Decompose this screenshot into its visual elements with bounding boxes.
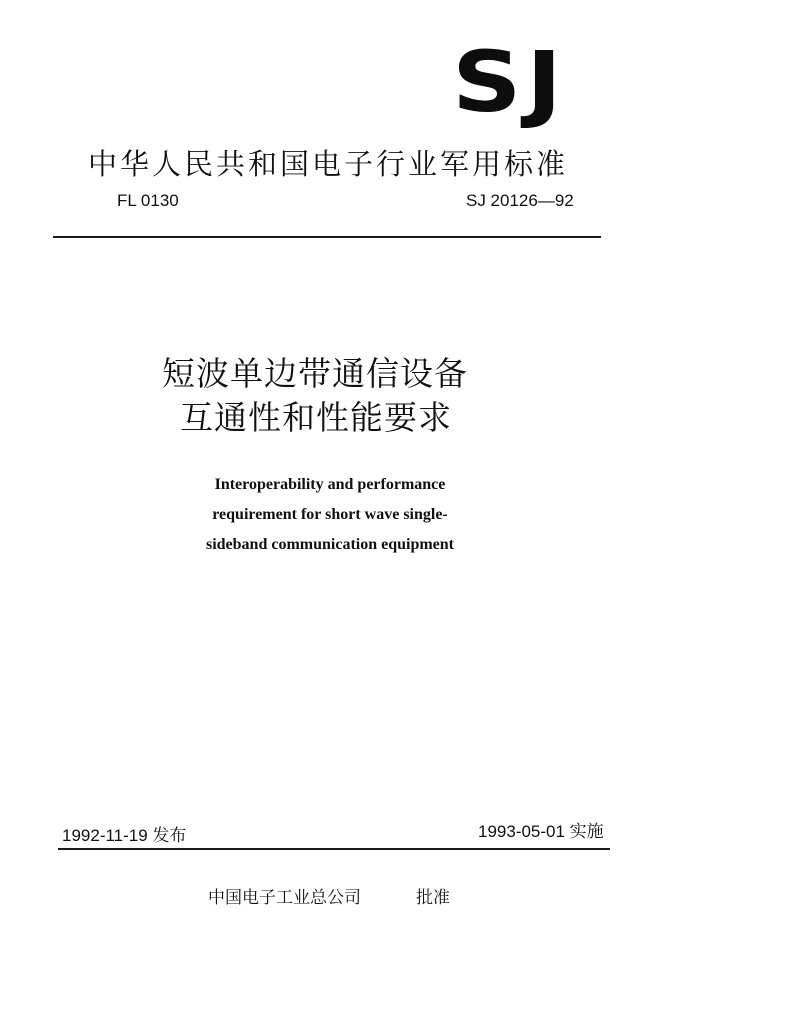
title-en-line-1: Interoperability and performance: [214, 476, 446, 493]
sj-logo: SJ: [452, 33, 567, 131]
title-cn-line-2: 互通性和性能要求: [180, 398, 452, 437]
standard-number: SJ 20126—92: [466, 191, 574, 210]
approving-authority: 中国电子工业总公司: [208, 888, 361, 908]
issue-date: 1992-11-19 发布: [62, 826, 187, 845]
title-en-line-3: sideband communication equipment: [205, 536, 455, 553]
approve-label: 批准: [416, 888, 450, 908]
top-divider: [53, 236, 601, 238]
bottom-divider: [58, 848, 610, 850]
org-title: 中华人民共和国电子行业军用标准: [88, 147, 569, 181]
classification-code: FL 0130: [117, 191, 179, 210]
implementation-date: 1993-05-01 实施: [478, 822, 604, 841]
title-en-line-2: requirement for short wave single-: [212, 506, 448, 523]
title-cn-line-1: 短波单边带通信设备: [162, 354, 468, 393]
